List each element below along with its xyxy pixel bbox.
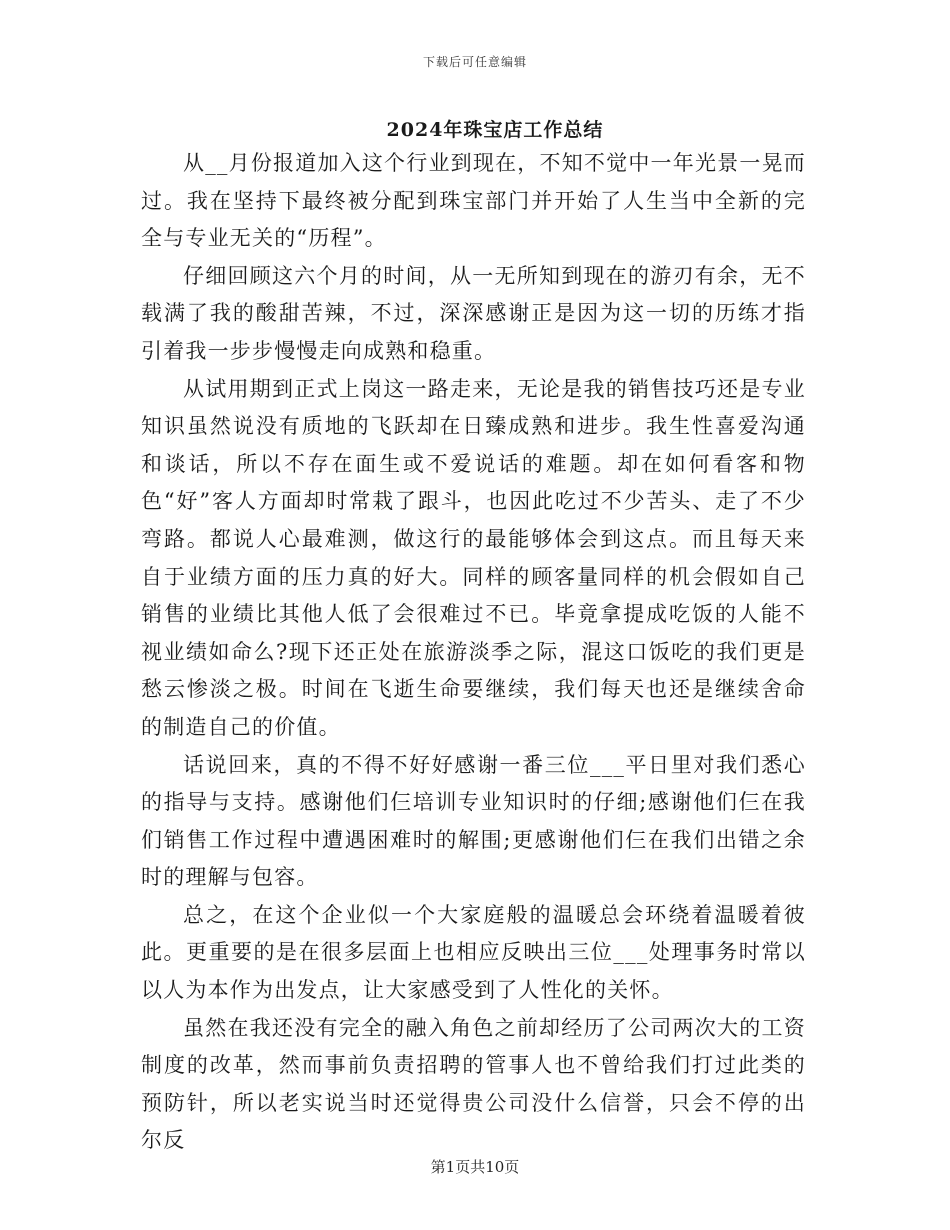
page-footer: 第1页共10页 — [430, 1158, 520, 1176]
paragraph: 虽然在我还没有完全的融入角色之前却经历了公司两次大的工资制度的改革，然而事前负责招聘的管事人也不曾给我们打过此类的预防针，所以老实说当时还觉得贵公司没什么信誉，只会不停的出尔反 — [141, 1015, 806, 1153]
paragraph: 话说回来，真的不得不好好感谢一番三位___平日里对我们悉心的指导与支持。感谢他们仨培训专业知识时的仔细;感谢他们仨在我们销售工作过程中遭遇困难时的解围;更感谢他们仨在我们出错之余时的理解与包容。 — [141, 752, 806, 890]
header-note: 下载后可任意编辑 — [422, 55, 527, 69]
paragraph: 从试用期到正式上岗这一路走来，无论是我的销售技巧还是专业知识虽然说没有质地的飞跃却在日臻成熟和进步。我生性喜爱沟通和谈话，所以不存在面生或不爱说话的难题。却在如何看客和物色“好”客人方面却时常栽了跟斗，也因此吃过不少苦头、走了不少弯路。都说人心最难测，做这行的最能够体会到这点。而且每天来自于业绩方面的压力真的好大。同样的顾客量同样的机会假如自己销售的业绩比其他人低了会很难过不已。毕竟拿提成吃饭的人能不视业绩如命么?现下还正处在旅游淡季之际，混这口饭吃的我们更是愁云惨淡之极。时间在飞逝生命要继续，我们每天也还是继续舍命的制造自己的价值。 — [141, 376, 806, 739]
document-title: 2024年珠宝店工作总结 — [386, 119, 604, 141]
paragraph: 总之，在这个企业似一个大家庭般的温暖总会环绕着温暖着彼此。更重要的是在很多层面上也相应反映出三位___处理事务时常以以人为本作为出发点，让大家感受到了人性化的关怀。 — [141, 902, 806, 1003]
document-body — [141, 145, 806, 1160]
paragraph: 从__月份报道加入这个行业到现在，不知不觉中一年光景一晃而过。我在坚持下最终被分配到珠宝部门并开始了人生当中全新的完全与专业无关的“历程”。 — [141, 151, 806, 251]
paragraph: 仔细回顾这六个月的时间，从一无所知到现在的游刃有余，无不载满了我的酸甜苦辣，不过，深深感谢正是因为这一切的历练才指引着我一步步慢慢走向成熟和稳重。 — [141, 263, 806, 363]
